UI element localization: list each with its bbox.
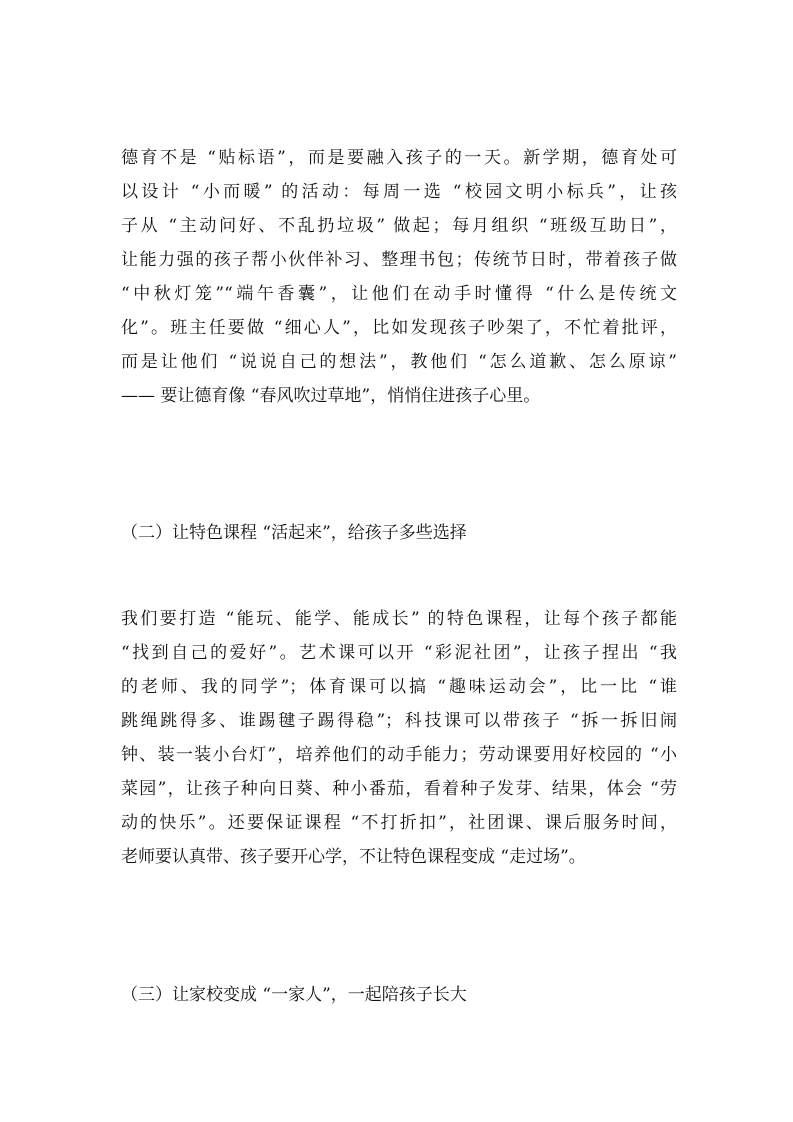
paragraph-line: 钟、装一装小台灯”，培养他们的动手能力；劳动课要用好校园的 “小 [121, 745, 677, 765]
paragraph-line: 菜园”，让孩子种向日葵、种小番茄，看着种子发芽、结果，体会 “劳 [121, 779, 677, 799]
section-heading-home-school: （三）让家校变成 “一家人”，一起陪孩子长大 [121, 985, 467, 1005]
paragraph-line: “找到自己的爱好”。艺术课可以开 “彩泥社团”，让孩子捏出 “我 [121, 643, 677, 663]
paragraph-line: 让能力强的孩子帮小伙伴补习、整理书包；传统节日时，带着孩子做 [121, 250, 677, 270]
paragraph-moral-education [121, 141, 677, 413]
paragraph-line: 德育不是 “贴标语”，而是要融入孩子的一天。新学期，德育处可 [121, 148, 677, 168]
paragraph-line: 以设计 “小而暖” 的活动：每周一选 “校园文明小标兵”，让孩 [121, 182, 677, 202]
paragraph-line: 化”。班主任要做 “细心人”，比如发现孩子吵架了，不忙着批评， [121, 318, 677, 338]
paragraph-line: 而是让他们 “说说自己的想法”，教他们 “怎么道歉、怎么原谅” [121, 352, 677, 372]
paragraph-special-courses [121, 602, 677, 874]
paragraph-line: 子从 “主动问好、不乱扔垃圾” 做起；每月组织 “班级互助日”， [121, 216, 677, 236]
paragraph-line: 跳绳跳得多、谁踢毽子踢得稳”；科技课可以带孩子 “拆一拆旧闹 [121, 711, 677, 731]
section-heading-special-courses: （二）让特色课程 “活起来”，给孩子多些选择 [121, 523, 467, 543]
paragraph-line: 我们要打造 “能玩、能学、能成长” 的特色课程，让每个孩子都能 [121, 609, 677, 629]
paragraph-line: —— 要让德育像 “春风吹过草地”，悄悄住进孩子心里。 [121, 386, 541, 406]
paragraph-line: 动的快乐”。还要保证课程 “不打折扣”，社团课、课后服务时间， [121, 813, 677, 833]
paragraph-line: “中秋灯笼”“端午香囊”，让他们在动手时懂得 “什么是传统文 [121, 284, 677, 304]
paragraph-line: 的老师、我的同学”；体育课可以搞 “趣味运动会”，比一比 “谁 [121, 677, 677, 697]
paragraph-line: 老师要认真带、孩子要开心学，不让特色课程变成 “走过场”。 [121, 847, 586, 867]
